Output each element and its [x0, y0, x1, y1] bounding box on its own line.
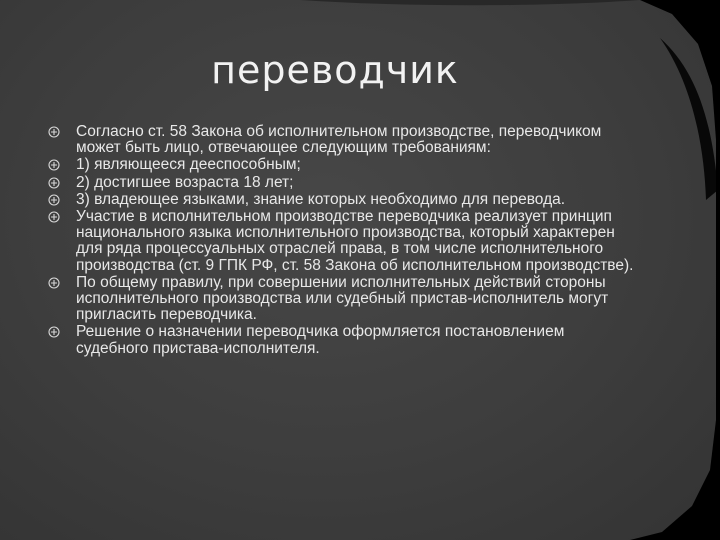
list-item [48, 157, 638, 173]
bullet-text: 3) владеющее языками, знание которых необходимо для перевода. [76, 190, 566, 208]
circled-plus-icon [48, 277, 60, 289]
bullet-text: 1) являющееся дееспособным; [76, 156, 301, 174]
list-item [48, 124, 638, 156]
list-item [48, 324, 638, 356]
bullet-text: Согласно ст. 58 Закона об исполнительном производстве, переводчиком может быть лицо, отвечающее следующим требованиям: [76, 123, 602, 157]
circled-plus-icon [48, 326, 60, 338]
list-item [48, 175, 638, 191]
slide-title: переводчик [211, 48, 459, 92]
bullet-text: 2) достигшее возраста 18 лет; [76, 173, 294, 191]
circled-plus-icon [48, 211, 60, 223]
bullet-list [48, 124, 638, 358]
bullet-text: Участие в исполнительном производстве переводчика реализует принцип национального языка исполнительного производства, который характерен для ряда процессуальных отраслей права, в том числе исполнительного производства (ст. 9 ГПК РФ, ст. 58 Закона об исполнительном производстве). [76, 208, 634, 274]
circled-plus-icon [48, 159, 60, 171]
list-item [48, 275, 638, 324]
list-item [48, 209, 638, 274]
bullet-text: По общему правилу, при совершении исполнительных действий стороны исполнительного производства или судебный пристав-исполнитель могут пригласить переводчика. [76, 273, 609, 324]
list-item [48, 192, 638, 208]
circled-plus-icon [48, 194, 60, 206]
circled-plus-icon [48, 126, 60, 138]
circled-plus-icon [48, 177, 60, 189]
bullet-text: Решение о назначении переводчика оформляется постановлением судебного пристава-исполнителя. [76, 323, 565, 357]
